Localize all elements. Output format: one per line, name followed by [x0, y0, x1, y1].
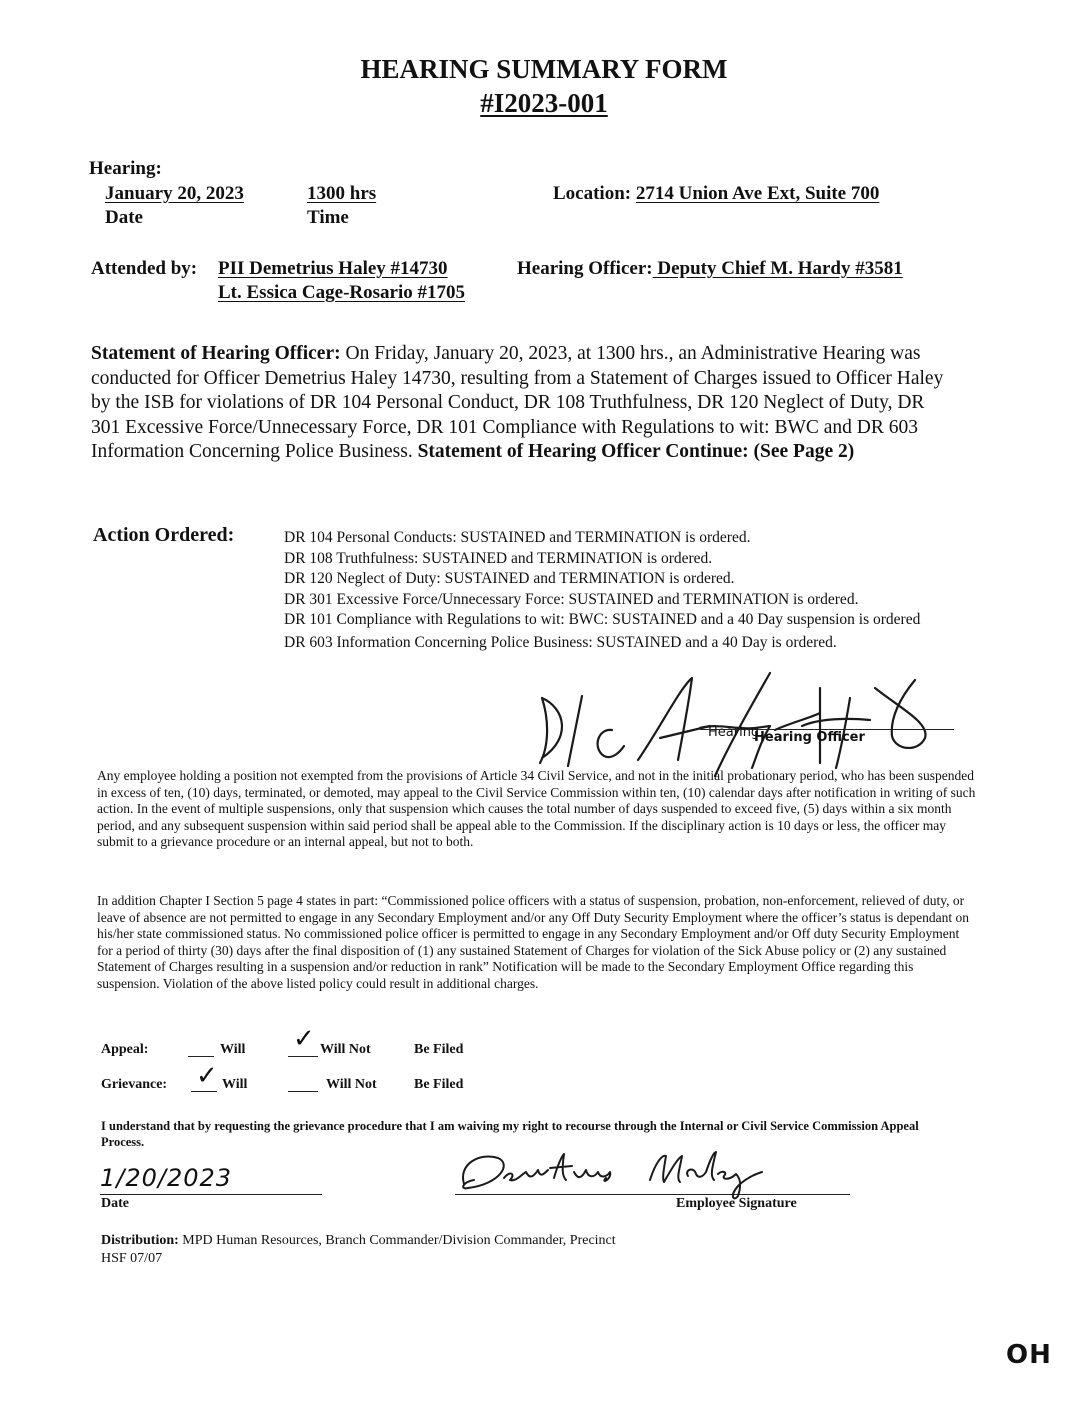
employee-signature-line — [455, 1194, 850, 1195]
appeal-will-line — [188, 1056, 214, 1057]
form-title: HEARING SUMMARY FORM — [360, 54, 728, 84]
hearing-officer — [517, 258, 903, 280]
appeal-will-not-line — [288, 1056, 318, 1057]
svg-text:Hearing: Hearing — [708, 725, 760, 740]
hearing-label: Hearing: — [89, 158, 162, 179]
date-label: Date — [101, 1196, 129, 1211]
location-value: 2714 Union Ave Ext, Suite 700 — [635, 183, 880, 204]
grievance-will-not: Will Not — [326, 1077, 377, 1092]
hearing-officer-value: Deputy Chief M. Hardy #3581 — [652, 258, 903, 279]
appeal-will-not-check-icon: ✓ — [293, 1024, 315, 1054]
attendee-2: Lt. Essica Cage-Rosario #1705 — [218, 282, 465, 303]
action-ordered-label: Action Ordered: — [93, 524, 235, 546]
action-item: DR 101 Compliance with Regulations to wit: BWC: SUSTAINED and a 40 Day suspension is ordered — [284, 611, 921, 628]
grievance-will-check-icon: ✓ — [196, 1061, 218, 1091]
employee-signature — [450, 1144, 770, 1204]
appeal-label: Appeal: — [101, 1042, 149, 1057]
form-code: HSF 07/07 — [101, 1251, 163, 1266]
action-list — [284, 528, 974, 653]
employee-signature-label: Employee Signature — [676, 1196, 797, 1211]
hearing-location — [553, 183, 879, 205]
attended-by-label: Attended by: — [91, 258, 198, 279]
attendee-1: PII Demetrius Haley #14730 — [218, 258, 448, 279]
appeal-will-not: Will Not — [320, 1042, 371, 1057]
action-item: DR 108 Truthfulness: SUSTAINED and TERMINATION is ordered. — [284, 549, 713, 567]
statement-block — [91, 342, 951, 465]
form-number: #I2023-001 — [480, 88, 608, 118]
hearing-date-value: January 20, 2023 — [105, 183, 244, 204]
distribution-text: MPD Human Resources, Branch Commander/Division Commander, Precinct — [182, 1233, 616, 1248]
hearing-date-label: Date — [105, 207, 143, 228]
action-item: DR 120 Neglect of Duty: SUSTAINED and TERMINATION is ordered. — [284, 570, 735, 587]
waiver-text: I understand that by requesting the grievance procedure that I am waiving my right to recourse through the Internal or Civil Service Commission Appeal Process. — [101, 1119, 919, 1149]
statement-label: Statement of Hearing Officer: — [91, 343, 341, 364]
page-mark: OH — [1006, 1340, 1052, 1370]
grievance-will-line — [191, 1091, 217, 1092]
action-item: DR 104 Personal Conducts: SUSTAINED and TERMINATION is ordered. — [284, 529, 751, 546]
handwritten-date: 1/20/2023 — [100, 1164, 233, 1192]
date-line — [100, 1194, 322, 1195]
appeal-be-filed: Be Filed — [414, 1042, 464, 1057]
hearing-time-label: Time — [307, 207, 349, 228]
appeal-will: Will — [220, 1042, 246, 1057]
distribution-line — [101, 1233, 616, 1249]
grievance-will: Will — [222, 1077, 248, 1092]
statement-continue: Statement of Hearing Officer Continue: (See Page 2) — [417, 441, 855, 462]
secondary-employment-paragraph: In addition Chapter I Section 5 page 4 states in part: “Commissioned police officers with a status of suspension, probation, non-enforcement, relieved of duty, or leave of absence are not permitted to engage in any Secondary Employment and/or any Off Duty Security Employment where the officer’s status is dependant on his/her state commissioned status. No commissioned police officer is permitted to engage in any Secondary Employment and/or Off duty Security Employment for a period of thirty (30) days after the final disposition of (1) any sustained Statement of Charges for violation of the Sick Abuse policy or (2) any sustained Statement of Charges resulting in a suspension and/or reduction in rank” Notification will be made to the Secondary Employment Office regarding this suspension. Violation of the above listed policy could result in additional charges. — [97, 893, 969, 991]
hearing-officer-label: Hearing Officer: — [517, 258, 653, 279]
action-item: DR 603 Information Concerning Police Business: SUSTAINED and a 40 Day is ordered. — [284, 633, 837, 651]
statement-text: On Friday, January 20, 2023, at 1300 hrs., an Administrative Hearing was conducted for Officer Demetrius Haley 14730, resulting from a Statement of Charges issued to Officer Haley by the ISB for violations of DR 104 Personal Conduct, DR 108 Truthfulness, DR 120 Neglect of Duty, DR 301 Excessive Force/Unnecessary Force, DR 101 Compliance with Regulations to wit: BWC and DR 603 Information Concerning Police Business. — [91, 343, 944, 462]
hearing-officer-caption: Hearing Officer — [700, 729, 954, 745]
grievance-be-filed: Be Filed — [414, 1077, 464, 1092]
grievance-will-not-line — [288, 1091, 318, 1092]
hearing-officer-signature — [520, 668, 940, 778]
appeal-paragraph: Any employee holding a position not exempted from the provisions of Article 34 Civil Service, and not in the initial probationary period, who has been suspended in excess of ten, (10) days, terminated, or demoted, may appeal to the Civil Service Commission within ten, (10) calendar days after notification in writing of such action. In the event of multiple suspensions, only that suspension which causes the total number of days suspended to exceed five, (5) days within a six month period, and any subsequent suspension within said period shall be appeal able to the Commission. If the disciplinary action is 10 days or less, the officer may submit to a grievance procedure or an internal appeal, but not to both. — [97, 768, 976, 849]
grievance-label: Grievance: — [101, 1077, 168, 1092]
location-label: Location: — [553, 183, 632, 204]
distribution-label: Distribution: — [101, 1233, 179, 1248]
hearing-time-value: 1300 hrs — [307, 183, 377, 204]
action-item: DR 301 Excessive Force/Unnecessary Force: SUSTAINED and TERMINATION is ordered. — [284, 590, 859, 608]
